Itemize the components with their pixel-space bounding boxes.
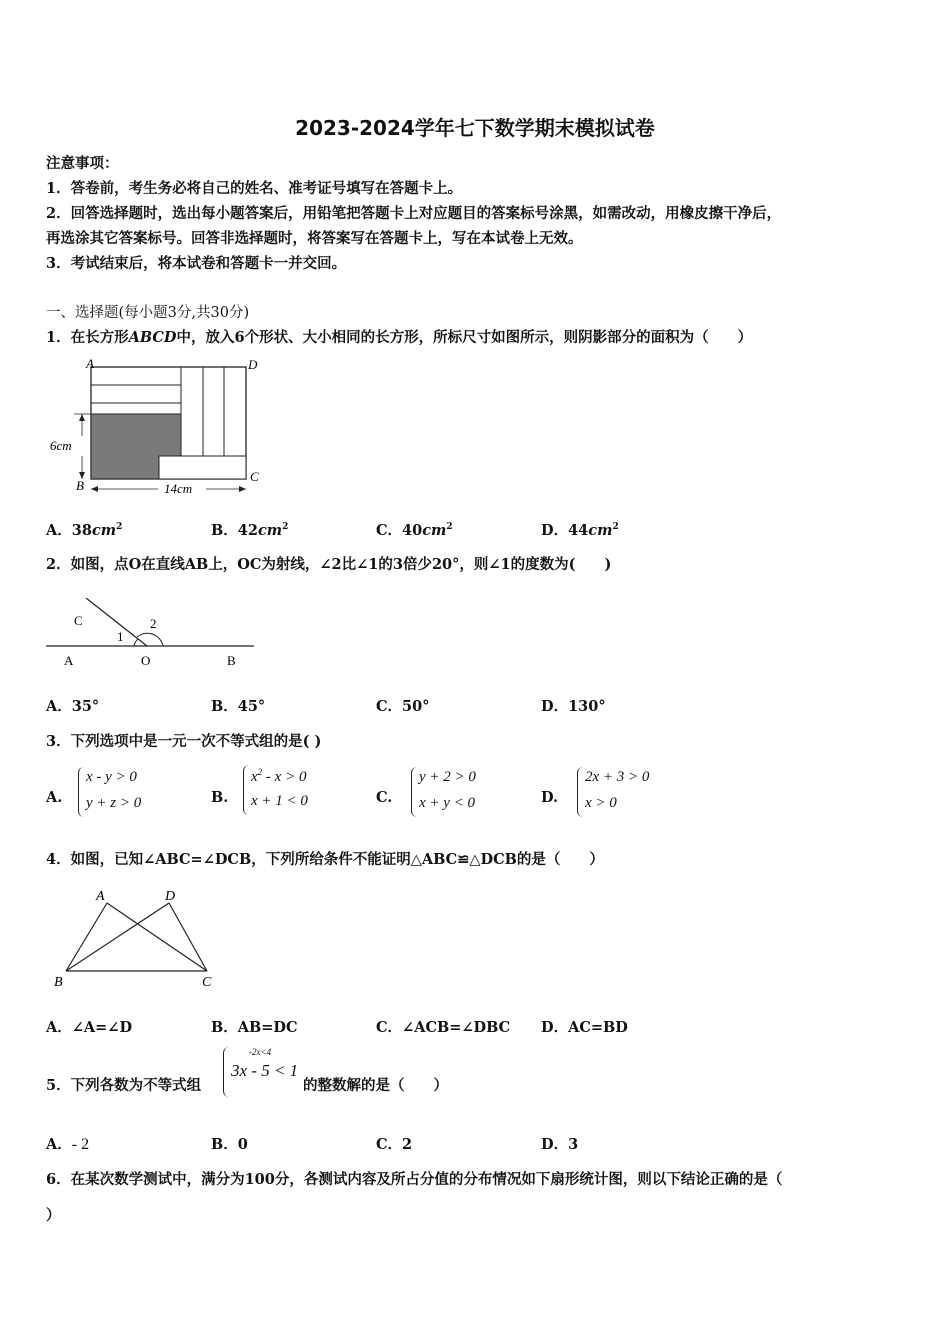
- q4-option-c[interactable]: C．∠ACB=∠DBC: [376, 1019, 511, 1036]
- q1-option-a[interactable]: A．$38cm^2$: [46, 522, 123, 539]
- section-heading: 一、选择题(每小题3分,共30分): [46, 305, 250, 321]
- question-6-stem-line-1: 6．在某次数学测试中，满分为100分，各测试内容及所占分值的分布情况如下扇形统计图，则以下结论正确的是（: [46, 1171, 783, 1188]
- label-B: B: [54, 975, 63, 990]
- label-A: A: [64, 653, 74, 668]
- q3-option-d-label[interactable]: D.: [541, 789, 559, 806]
- q3-option-a-label[interactable]: A.: [46, 789, 63, 806]
- q2-option-a[interactable]: A．35°: [46, 698, 100, 715]
- question-5-stem-b: 的整数解的是（ ）: [303, 1077, 448, 1094]
- label-A: A: [86, 356, 94, 371]
- q2-option-b[interactable]: B．45°: [211, 698, 266, 715]
- page-title: 2023-2024学年七下数学期末模拟试卷: [295, 116, 655, 140]
- question-2-figure: [46, 590, 261, 670]
- q5-option-b[interactable]: B．0: [211, 1136, 248, 1153]
- question-1-stem: 1．在长方形ABCD中，放入6个形状、大小相同的长方形，所标尺寸如图所示，则阴影部分的面积为（ ）: [46, 329, 753, 346]
- question-4-stem: 4．如图，已知∠ABC=∠DCB，下列所给条件不能证明△ABC≌△DCB的是（ ）: [46, 851, 604, 868]
- q5-option-d[interactable]: D．3: [541, 1136, 579, 1153]
- question-2-stem: 2．如图，点O在直线AB上，OC为射线，∠2比∠1的3倍少20°，则∠1的度数为( ): [46, 556, 612, 573]
- q2-option-d[interactable]: D．130°: [541, 698, 606, 715]
- label-B: B: [227, 653, 236, 668]
- notice-heading: 注意事项：: [46, 155, 119, 172]
- notice-line-3: 再选涂其它答案标号。回答非选择题时，将答案写在答题卡上，写在本试卷上无效。: [46, 230, 583, 247]
- label-6cm: 6cm: [50, 438, 72, 453]
- question-5-stem-a: 5．下列各数为不等式组: [46, 1077, 202, 1094]
- q5-option-c[interactable]: C．2: [376, 1136, 413, 1153]
- q4-option-b[interactable]: B．AB=DC: [211, 1019, 298, 1036]
- q4-option-d[interactable]: D．AC=BD: [541, 1019, 628, 1036]
- q5-inequality-system: -2x<4 3x - 5 < 1: [223, 1047, 303, 1099]
- q1-option-b[interactable]: B．$42cm^2$: [211, 522, 289, 539]
- label-C: C: [202, 975, 212, 990]
- q2-option-c[interactable]: C．50°: [376, 698, 430, 715]
- q1-option-c[interactable]: C．$40cm^2$: [376, 522, 453, 539]
- q3-option-b-label[interactable]: B.: [211, 789, 229, 806]
- label-14cm: 14cm: [164, 481, 193, 496]
- question-6-stem-line-2: ）: [46, 1207, 61, 1224]
- notice-line-1: 1．答卷前，考生务必将自己的姓名、准考证号填写在答题卡上。: [46, 180, 463, 197]
- q5-option-a[interactable]: A．- 2: [46, 1136, 90, 1153]
- question-4-figure: [46, 885, 226, 995]
- label-O: O: [141, 653, 151, 668]
- label-2: 2: [150, 616, 157, 631]
- notice-line-2: 2．回答选择题时，选出每小题答案后，用铅笔把答题卡上对应题目的答案标号涂黑，如需改动，用橡皮擦干净后，: [46, 205, 782, 222]
- q1-option-d[interactable]: D．$44cm^2$: [541, 522, 619, 539]
- label-D: D: [165, 889, 176, 904]
- label-1: 1: [117, 629, 124, 644]
- question-3-stem: 3．下列选项中是一元一次不等式组的是( ): [46, 733, 322, 750]
- label-D: D: [248, 357, 258, 372]
- label-B: B: [76, 478, 84, 493]
- label-C: C: [74, 613, 83, 628]
- notice-line-4: 3．考试结束后，将本试卷和答题卡一并交回。: [46, 255, 347, 272]
- q3-option-c-label[interactable]: C.: [376, 789, 393, 806]
- label-C: C: [250, 469, 259, 484]
- label-A: A: [96, 889, 105, 904]
- q4-option-a[interactable]: A．∠A=∠D: [46, 1019, 133, 1036]
- question-1-figure: [46, 356, 266, 501]
